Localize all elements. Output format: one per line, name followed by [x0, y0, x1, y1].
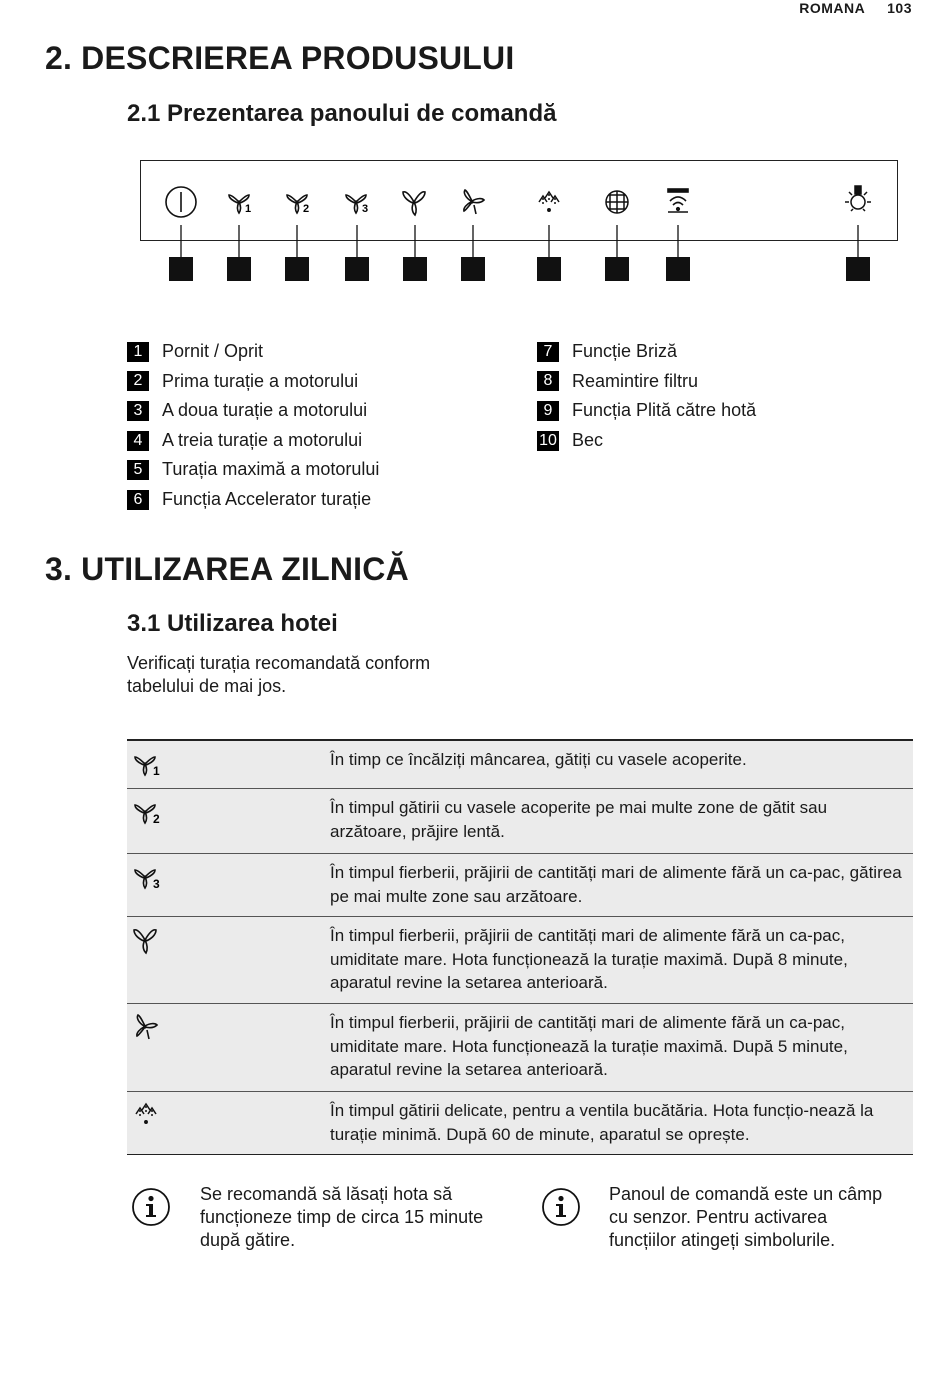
filter-reminder-icon	[606, 191, 628, 213]
subsection-2-1-title: 2.1 Prezentarea panoului de comandă	[127, 100, 557, 127]
legend-left-column	[127, 337, 379, 515]
table-row	[127, 1092, 913, 1155]
legend-item	[537, 396, 756, 426]
info-icon	[541, 1187, 581, 1227]
svg-text:1: 1	[153, 764, 160, 778]
fan-max-speed-icon	[133, 927, 163, 955]
callout-2	[227, 257, 251, 281]
table-row	[127, 854, 913, 917]
fan-speed-3-icon	[133, 864, 167, 892]
callout-8	[605, 257, 629, 281]
table-icon-cell	[127, 917, 330, 1003]
legend-item	[127, 426, 379, 456]
legend-label: Prima turație a motorului	[162, 370, 359, 391]
callout-5	[403, 257, 427, 281]
legend-number: 4	[127, 431, 149, 451]
legend-number: 7	[537, 342, 559, 362]
legend-label: Bec	[572, 429, 604, 450]
legend-number: 2	[127, 371, 149, 391]
fan-speed-table	[127, 739, 913, 1155]
info-icon	[131, 1187, 171, 1227]
callout-9	[666, 257, 690, 281]
legend-right-column	[537, 337, 756, 455]
legend-number: 5	[127, 460, 149, 480]
legend-number: 1	[127, 342, 149, 362]
fan-boost-icon	[133, 1014, 163, 1042]
fan-speed-1-icon	[133, 751, 167, 779]
legend-label: Reamintire filtru	[572, 370, 699, 391]
hob-to-hood-icon	[668, 189, 688, 212]
table-row	[127, 789, 913, 854]
legend-item	[127, 455, 379, 485]
table-icon-cell	[127, 741, 330, 788]
legend-number: 3	[127, 401, 149, 421]
svg-text:2: 2	[153, 812, 160, 826]
legend-label: Funcția Accelerator turație	[162, 488, 372, 509]
legend-label: A treia turație a motorului	[162, 429, 363, 450]
subsection-3-1-title: 3.1 Utilizarea hotei	[127, 610, 338, 637]
legend-number: 8	[537, 371, 559, 391]
table-icon-cell	[127, 1092, 330, 1154]
table-text: În timp ce încălziți mâncarea, gătiți cu vasele acoperite.	[330, 750, 747, 769]
legend-label: Pornit / Oprit	[162, 341, 264, 361]
fan-speed-2-icon	[287, 195, 309, 215]
info-note-right: Panoul de comandă este un câmp cu senzor. Pentru activarea funcțiilor atingeți simbolurile.	[609, 1184, 883, 1250]
legend-item	[537, 367, 756, 397]
section-3-title: 3. UTILIZAREA ZILNICĂ	[45, 551, 409, 587]
legend-item	[127, 367, 379, 397]
section-2-title: 2. DESCRIEREA PRODUSULUI	[45, 40, 515, 76]
legend-number: 6	[127, 490, 149, 510]
table-text: În timpul fierberii, prăjirii de cantități mari de alimente fără un ca-pac, umiditate mare. Hota funcționează la turație maximă. După 8 minute, aparatul revine la setarea anterioară.	[330, 926, 848, 992]
legend-item	[537, 426, 756, 456]
header-page-number: 103	[887, 0, 912, 16]
svg-text:3: 3	[153, 877, 160, 891]
legend-item	[537, 337, 756, 367]
legend-item	[127, 396, 379, 426]
table-text: În timpul fierberii, prăjirii de cantități mari de alimente fără un ca-pac, gătirea pe mai multe zone sau arzătoare.	[330, 863, 902, 906]
table-icon-cell	[127, 789, 330, 853]
fan-max-speed-icon	[403, 192, 425, 215]
legend-label: Funcție Briză	[572, 341, 678, 361]
table-icon-cell	[127, 1004, 330, 1091]
table-icon-cell	[127, 854, 330, 916]
table-row	[127, 1004, 913, 1092]
legend-label: A doua turație a motorului	[162, 400, 368, 421]
table-text: În timpul gătirii cu vasele acoperite pe mai multe zone de gătit sau arzătoare, prăjire lentă.	[330, 798, 828, 841]
power-icon	[166, 187, 196, 217]
callout-6	[461, 257, 485, 281]
legend-label: Turația maximă a motorului	[162, 459, 380, 480]
table-row	[127, 917, 913, 1004]
legend-label: Funcția Plită către hotă	[572, 400, 757, 421]
callout-3	[285, 257, 309, 281]
svg-text:2: 2	[303, 203, 310, 215]
control-panel-callouts	[0, 0, 950, 300]
fan-boost-icon	[464, 190, 484, 214]
legend-item	[127, 337, 379, 367]
breeze-icon	[539, 192, 559, 211]
legend-item	[127, 485, 379, 515]
header-language: ROMANA	[799, 0, 865, 16]
fan-speed-2-icon	[133, 799, 167, 827]
info-note-left: Se recomandă să lăsați hota să funcționeze timp de circa 15 minute după gătire.	[200, 1184, 484, 1250]
callout-1	[169, 257, 193, 281]
table-text: În timpul gătirii delicate, pentru a ventila bucătăria. Hota funcțio-nează la turație minimă. După 60 de minute, aparatul se oprește.	[330, 1101, 874, 1144]
callout-7	[537, 257, 561, 281]
svg-text:1: 1	[245, 203, 252, 215]
legend-number: 9	[537, 401, 559, 421]
fan-speed-3-icon	[346, 195, 368, 215]
table-text: În timpul fierberii, prăjirii de cantități mari de alimente fără un ca-pac, umiditate mare. Hota funcționează la turație maximă. După 5 minute, aparatul revine la setarea anterioară.	[330, 1013, 848, 1079]
fan-speed-1-icon	[229, 195, 251, 215]
callout-4	[345, 257, 369, 281]
light-bulb-icon	[845, 186, 871, 211]
intro-paragraph: Verificați turația recomandată conform tabelului de mai jos.	[127, 653, 431, 696]
svg-text:3: 3	[362, 203, 369, 215]
breeze-icon	[133, 1102, 163, 1130]
legend-number: 10	[537, 431, 559, 451]
table-row	[127, 741, 913, 789]
callout-10	[846, 257, 870, 281]
